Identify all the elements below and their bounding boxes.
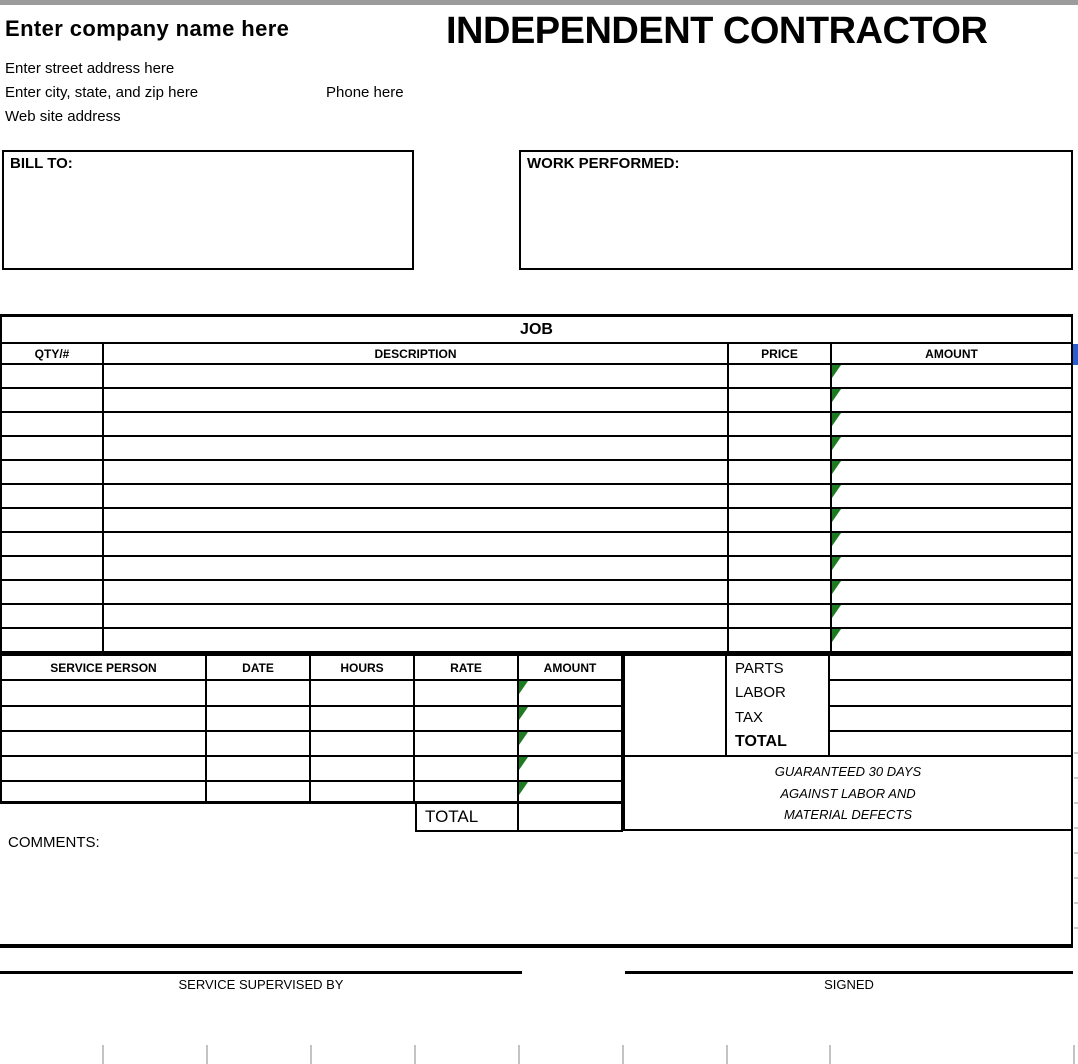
gridline-tick	[1074, 877, 1078, 879]
job-table-header-row	[0, 344, 1073, 365]
job-table-row	[0, 605, 1073, 629]
job-description-cell[interactable]	[104, 557, 729, 579]
service-date-cell[interactable]	[207, 707, 311, 730]
gridline-tick	[1074, 802, 1078, 804]
green-triangle-icon	[832, 437, 841, 450]
green-triangle-icon	[832, 581, 841, 594]
guarantee-note	[623, 757, 1073, 831]
service-date-cell[interactable]	[207, 681, 311, 705]
job-description-cell[interactable]	[104, 413, 729, 435]
service-rate-cell[interactable]	[415, 782, 519, 801]
green-triangle-icon	[832, 413, 841, 426]
green-triangle-icon	[519, 782, 528, 795]
summary-label-labor: LABOR	[735, 684, 786, 702]
summary-label-total: TOTAL	[735, 733, 787, 751]
signed-signature-line	[625, 971, 1073, 974]
service-hours-cell[interactable]	[311, 681, 415, 705]
green-triangle-icon	[832, 389, 841, 402]
job-table-row	[0, 581, 1073, 605]
service-table-row	[0, 782, 623, 804]
job-description-cell[interactable]	[104, 461, 729, 483]
service-rate-cell[interactable]	[415, 757, 519, 780]
city-state-zip-placeholder[interactable]: Enter city, state, and zip here	[5, 84, 199, 101]
window-edge-bar	[0, 0, 1078, 5]
job-amount-cell[interactable]	[832, 557, 1071, 579]
job-description-cell[interactable]	[104, 629, 729, 651]
job-description-cell[interactable]	[104, 365, 729, 387]
gridline-tick	[1074, 902, 1078, 904]
service-total-row	[415, 804, 623, 832]
green-triangle-icon	[832, 557, 841, 570]
job-price-cell[interactable]	[729, 437, 832, 459]
website-placeholder[interactable]: Web site address	[5, 108, 121, 125]
service-table-row	[0, 757, 623, 782]
summary-empty-cell[interactable]	[623, 656, 727, 757]
green-triangle-icon	[519, 707, 528, 720]
gridline-tick	[829, 1045, 831, 1064]
job-table-row	[0, 437, 1073, 461]
guarantee-line: GUARANTEED 30 DAYS	[774, 763, 922, 779]
job-col-header-amount: AMOUNT	[925, 346, 978, 361]
job-price-cell[interactable]	[729, 461, 832, 483]
job-amount-cell[interactable]	[832, 533, 1071, 555]
service-person-cell[interactable]	[2, 757, 207, 780]
green-triangle-icon	[519, 681, 528, 694]
summary-parts-cell[interactable]	[830, 656, 1071, 681]
job-qty-cell[interactable]	[2, 581, 104, 603]
service-hours-cell[interactable]	[311, 707, 415, 730]
green-triangle-icon	[519, 732, 528, 745]
service-person-cell[interactable]	[2, 782, 207, 801]
service-col-header-amount: AMOUNT	[543, 660, 597, 675]
job-qty-cell[interactable]	[2, 557, 104, 579]
job-amount-cell[interactable]	[832, 413, 1071, 435]
service-col-header-hours: HOURS	[311, 656, 415, 679]
service-hours-cell[interactable]	[311, 757, 415, 780]
summary-tax-cell[interactable]	[830, 707, 1071, 732]
service-amount-cell[interactable]	[519, 732, 621, 755]
green-triangle-icon	[832, 461, 841, 474]
job-description-cell[interactable]	[104, 389, 729, 411]
service-rate-cell[interactable]	[415, 707, 519, 730]
service-table-row	[0, 707, 623, 732]
work-performed-label: WORK PERFORMED:	[527, 155, 680, 172]
job-table-row	[0, 533, 1073, 557]
job-description-cell[interactable]	[104, 485, 729, 507]
service-person-cell[interactable]	[2, 732, 207, 755]
job-qty-cell[interactable]	[2, 629, 104, 651]
page-title: INDEPENDENT CONTRACTOR	[446, 10, 988, 52]
job-price-cell[interactable]	[729, 365, 832, 387]
street-address-placeholder[interactable]: Enter street address here	[5, 60, 175, 77]
summary-total-cell[interactable]	[830, 732, 1071, 757]
gridline-tick	[310, 1045, 312, 1064]
job-price-cell[interactable]	[729, 485, 832, 507]
green-triangle-icon	[832, 509, 841, 522]
job-qty-cell[interactable]	[2, 413, 104, 435]
service-table-row	[0, 732, 623, 757]
summary-labels-block	[727, 656, 830, 757]
green-triangle-icon	[832, 485, 841, 498]
job-col-header-qty: QTY/#	[2, 344, 104, 363]
gridline-tick	[1074, 752, 1078, 754]
summary-labor-cell[interactable]	[830, 681, 1071, 707]
job-qty-cell[interactable]	[2, 533, 104, 555]
job-amount-cell[interactable]	[832, 605, 1071, 627]
gridline-tick	[1074, 777, 1078, 779]
job-price-cell[interactable]	[729, 629, 832, 651]
company-name-placeholder[interactable]: Enter company name here	[5, 16, 290, 41]
signed-signature-label: SIGNED	[824, 977, 874, 992]
guarantee-line: MATERIAL DEFECTS	[783, 807, 913, 823]
service-person-cell[interactable]	[2, 707, 207, 730]
job-qty-cell[interactable]	[2, 437, 104, 459]
job-price-cell[interactable]	[729, 509, 832, 531]
service-rate-cell[interactable]	[415, 681, 519, 705]
service-date-cell[interactable]	[207, 757, 311, 780]
gridline-tick	[414, 1045, 416, 1064]
green-triangle-icon	[832, 629, 841, 642]
gridline-tick	[622, 1045, 624, 1064]
service-table-header-row	[0, 656, 623, 681]
gridline-tick	[102, 1045, 104, 1064]
supervised-signature-line	[0, 971, 522, 974]
job-price-cell[interactable]	[729, 605, 832, 627]
job-qty-cell[interactable]	[2, 365, 104, 387]
service-table-row	[0, 681, 623, 707]
job-qty-cell[interactable]	[2, 461, 104, 483]
summary-values-block	[830, 656, 1073, 757]
job-qty-cell[interactable]	[2, 485, 104, 507]
service-rate-cell[interactable]	[415, 732, 519, 755]
job-amount-cell[interactable]	[832, 365, 1071, 387]
service-total-label: TOTAL	[417, 804, 519, 830]
job-amount-cell[interactable]	[832, 581, 1071, 603]
job-description-cell[interactable]	[104, 509, 729, 531]
job-table-row	[0, 509, 1073, 533]
job-table-row	[0, 461, 1073, 485]
gridline-tick	[726, 1045, 728, 1064]
comments-label: COMMENTS:	[8, 834, 100, 851]
service-date-cell[interactable]	[207, 782, 311, 801]
job-table-row	[0, 485, 1073, 509]
green-triangle-icon	[832, 365, 841, 378]
gridline-tick	[1073, 1045, 1075, 1064]
job-amount-cell[interactable]	[832, 629, 1071, 651]
job-qty-cell[interactable]	[2, 509, 104, 531]
job-table-row	[0, 629, 1073, 653]
job-price-cell[interactable]	[729, 533, 832, 555]
job-table-title: JOB	[0, 314, 1073, 344]
gridline-tick	[1074, 827, 1078, 829]
phone-placeholder[interactable]: Phone here	[326, 84, 404, 101]
job-qty-cell[interactable]	[2, 389, 104, 411]
gridline-tick	[1074, 927, 1078, 929]
job-description-cell[interactable]	[104, 533, 729, 555]
job-table-row	[0, 365, 1073, 389]
job-amount-cell[interactable]	[832, 461, 1071, 483]
work-performed-box[interactable]	[519, 150, 1073, 270]
service-amount-cell[interactable]	[519, 757, 621, 780]
job-price-cell[interactable]	[729, 389, 832, 411]
service-amount-cell[interactable]	[519, 782, 621, 801]
service-hours-cell[interactable]	[311, 782, 415, 801]
service-col-header-person: SERVICE PERSON	[2, 656, 207, 679]
green-triangle-icon	[832, 533, 841, 546]
job-price-cell[interactable]	[729, 581, 832, 603]
job-qty-cell[interactable]	[2, 605, 104, 627]
green-triangle-icon	[519, 757, 528, 770]
bill-to-box[interactable]	[2, 150, 414, 270]
job-amount-cell[interactable]	[832, 389, 1071, 411]
comments-area[interactable]	[0, 831, 1073, 944]
service-hours-cell[interactable]	[311, 732, 415, 755]
service-col-header-rate: RATE	[415, 656, 519, 679]
gridline-tick	[518, 1045, 520, 1064]
guarantee-line: AGAINST LABOR AND	[780, 785, 916, 801]
job-col-header-description: DESCRIPTION	[104, 344, 729, 363]
job-table-row	[0, 389, 1073, 413]
service-total-amount-cell[interactable]	[519, 804, 621, 830]
service-date-cell[interactable]	[207, 732, 311, 755]
bill-to-label: BILL TO:	[10, 155, 73, 172]
comments-bottom-rule	[0, 944, 1073, 948]
job-price-cell[interactable]	[729, 557, 832, 579]
job-amount-cell[interactable]	[832, 509, 1071, 531]
job-description-cell[interactable]	[104, 437, 729, 459]
summary-label-parts: PARTS	[735, 659, 784, 677]
service-amount-cell[interactable]	[519, 707, 621, 730]
service-amount-cell[interactable]	[519, 681, 621, 705]
job-price-cell[interactable]	[729, 413, 832, 435]
gridline-tick	[206, 1045, 208, 1064]
supervised-signature-label: SERVICE SUPERVISED BY	[178, 977, 344, 992]
service-person-cell[interactable]	[2, 681, 207, 705]
job-col-header-price: PRICE	[729, 344, 832, 363]
job-amount-cell[interactable]	[832, 485, 1071, 507]
gridline-tick	[1074, 852, 1078, 854]
job-description-cell[interactable]	[104, 605, 729, 627]
summary-label-tax: TAX	[735, 708, 764, 726]
job-table-row	[0, 557, 1073, 581]
blue-selection-marker	[1073, 344, 1078, 365]
green-triangle-icon	[832, 605, 841, 618]
job-description-cell[interactable]	[104, 581, 729, 603]
job-table-row	[0, 413, 1073, 437]
service-col-header-date: DATE	[207, 656, 311, 679]
job-amount-cell[interactable]	[832, 437, 1071, 459]
